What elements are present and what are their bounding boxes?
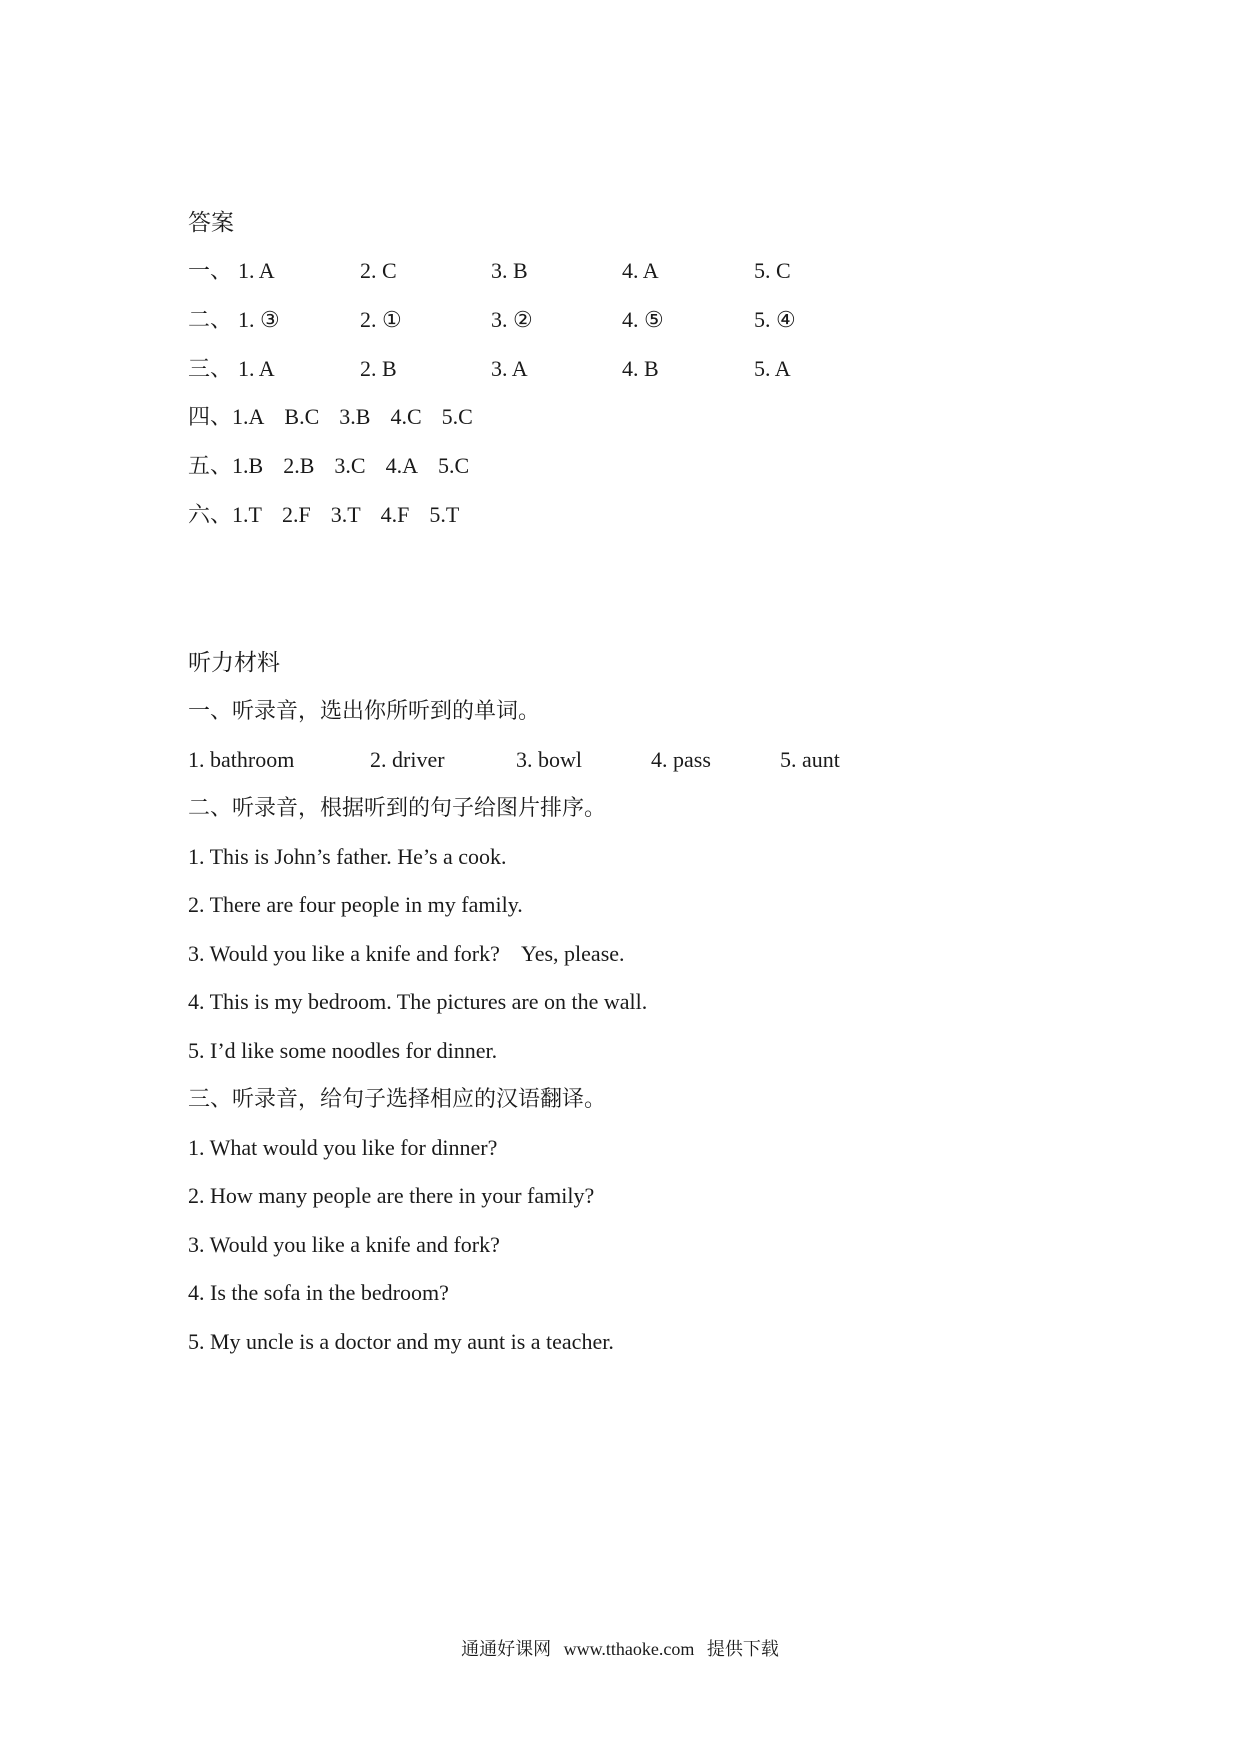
sentence-item: 1. This is John’s father. He’s a cook. bbox=[188, 844, 507, 869]
answer-item: 5.C bbox=[441, 404, 473, 429]
answer-item: 1. A bbox=[238, 356, 275, 381]
page-footer bbox=[0, 1637, 1240, 1661]
answer-row-prefix: 六、 bbox=[188, 502, 233, 527]
word-item: 1. bathroom bbox=[188, 747, 295, 772]
answer-item: 1. ③ bbox=[238, 307, 280, 332]
word-item: 4. pass bbox=[651, 747, 711, 772]
answer-item: 3. B bbox=[491, 258, 528, 283]
footer-url: www.tthaoke.com bbox=[563, 1639, 695, 1659]
answer-item: 3.C bbox=[334, 453, 366, 478]
answer-item: 2.B bbox=[283, 453, 315, 478]
answer-item: 5.T bbox=[429, 502, 460, 527]
word-item: 5. aunt bbox=[780, 747, 840, 772]
answer-row-prefix: 五、 bbox=[188, 453, 233, 478]
answer-row-prefix: 一、 bbox=[188, 258, 233, 283]
answer-row bbox=[188, 403, 493, 431]
answer-item: 4.C bbox=[390, 404, 422, 429]
sentence-item: 4. This is my bedroom. The pictures are on the wall. bbox=[188, 989, 648, 1014]
answer-item: 2.F bbox=[281, 502, 311, 527]
part2-heading: 二、听录音，根据听到的句子给图片排序。 bbox=[188, 795, 607, 820]
footer-suffix: 提供下载 bbox=[706, 1639, 779, 1659]
answer-item: 3. ② bbox=[491, 307, 533, 332]
answer-item: 2. ① bbox=[360, 307, 402, 332]
answers-title: 答案 bbox=[188, 210, 234, 235]
answer-item: 1.A bbox=[232, 404, 265, 429]
word-item: 3. bowl bbox=[516, 747, 582, 772]
sentence-item: 2. How many people are there in your family? bbox=[188, 1183, 595, 1208]
answer-row bbox=[188, 355, 888, 383]
sentence-item: 2. There are four people in my family. bbox=[188, 892, 523, 917]
answer-item: 2. C bbox=[360, 258, 397, 283]
answer-item: 1.B bbox=[232, 453, 264, 478]
sentence-item: 3. Would you like a knife and fork? bbox=[188, 1232, 500, 1257]
answer-item: 1. A bbox=[238, 258, 275, 283]
answer-item: 4.F bbox=[380, 502, 410, 527]
answer-item: 5. C bbox=[754, 258, 791, 283]
answer-item: 5.C bbox=[437, 453, 470, 478]
part3-heading: 三、听录音，给句子选择相应的汉语翻译。 bbox=[188, 1086, 607, 1111]
answer-item: 3. A bbox=[491, 356, 528, 381]
answer-item: 3.T bbox=[330, 502, 361, 527]
sentence-item: 3. Would you like a knife and fork? Yes, please. bbox=[188, 941, 625, 966]
part1-heading: 一、听录音，选出你所听到的单词。 bbox=[188, 698, 541, 723]
answer-item: 4. B bbox=[622, 356, 659, 381]
answer-row-prefix: 二、 bbox=[188, 307, 233, 332]
answer-item: 3.B bbox=[339, 404, 371, 429]
answer-row bbox=[188, 452, 489, 480]
sentence-item: 5. My uncle is a doctor and my aunt is a teacher. bbox=[188, 1329, 614, 1354]
answer-item: 4. ⑤ bbox=[622, 307, 664, 332]
answer-row bbox=[188, 257, 888, 285]
sentence-item: 5. I’d like some noodles for dinner. bbox=[188, 1038, 498, 1063]
sentence-item: 1. What would you like for dinner? bbox=[188, 1135, 498, 1160]
footer-site-name: 通通好课网 bbox=[461, 1639, 552, 1659]
answer-item: 1.T bbox=[232, 502, 262, 527]
sentence-item: 4. Is the sofa in the bedroom? bbox=[188, 1280, 449, 1305]
answer-item: 4.A bbox=[385, 453, 418, 478]
answer-row-prefix: 三、 bbox=[188, 356, 233, 381]
word-list bbox=[188, 746, 908, 774]
answer-item: 2. B bbox=[360, 356, 397, 381]
answer-item: 4. A bbox=[622, 258, 659, 283]
word-item: 2. driver bbox=[370, 747, 445, 772]
answer-item: 5. ④ bbox=[754, 307, 796, 332]
answer-item: B.C bbox=[284, 404, 320, 429]
answer-item: 5. A bbox=[754, 356, 791, 381]
listening-title: 听力材料 bbox=[188, 650, 280, 675]
answer-row-prefix: 四、 bbox=[188, 404, 233, 429]
answer-row bbox=[188, 501, 479, 529]
answer-row bbox=[188, 306, 888, 334]
